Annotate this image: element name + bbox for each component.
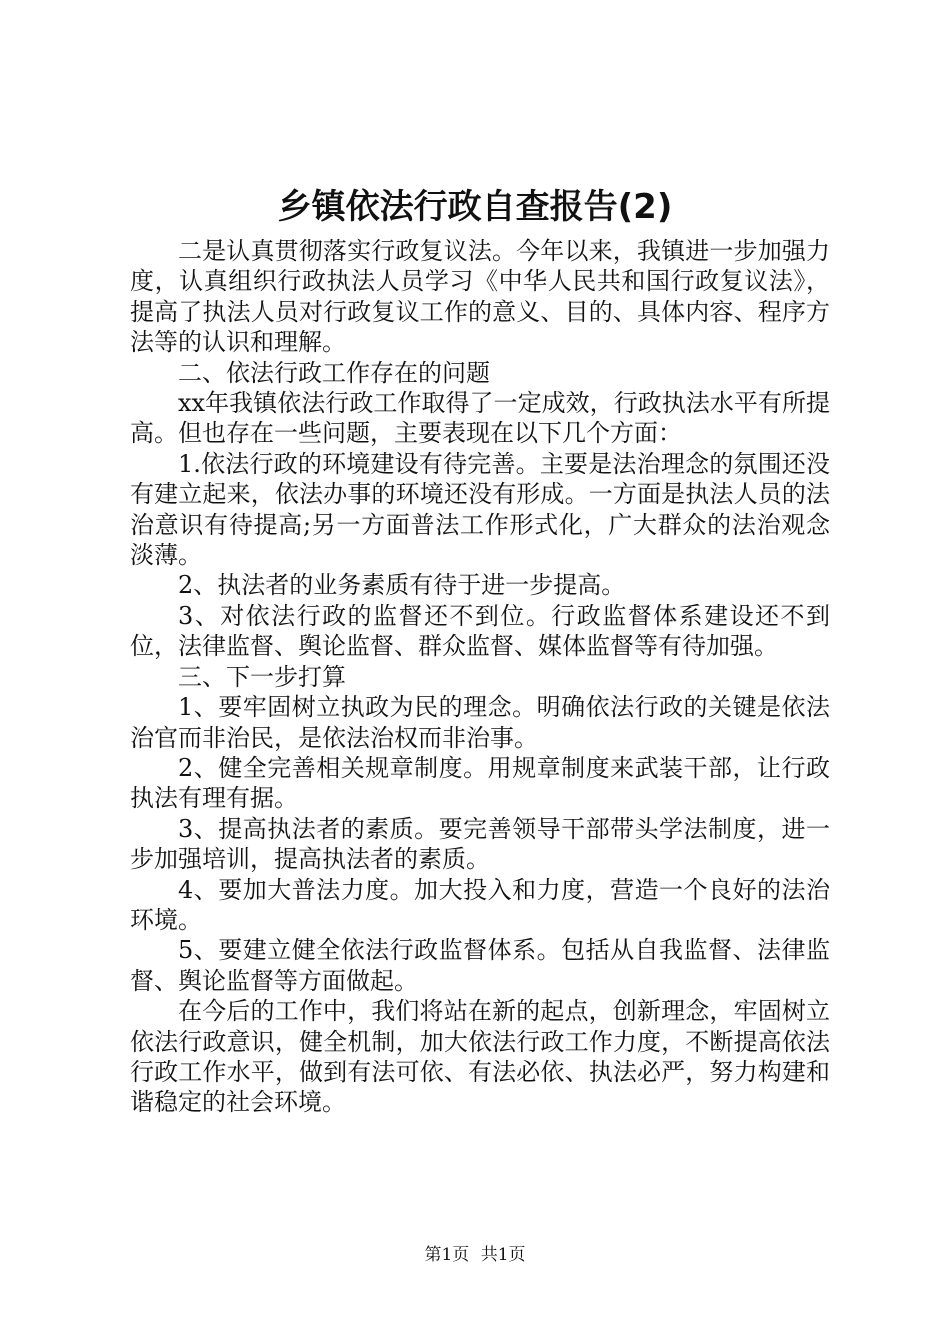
page-total: 共1页 (480, 1245, 526, 1265)
paragraph: 3、提高执法者的素质。要完善领导干部带头学法制度，进一步加强培训，提高执法者的素质。 (130, 814, 830, 874)
paragraph: 2、健全完善相关规章制度。用规章制度来武装干部，让行政执法有理有据。 (130, 753, 830, 813)
page-footer (0, 1244, 950, 1266)
paragraph: 2、执法者的业务素质有待于进一步提高。 (178, 571, 626, 600)
paragraph: 1.依法行政的环境建设有待完善。主要是法治理念的氛围还没有建立起来，依法办事的环境还没有形成。一方面是执法人员的法治意识有待提高;另一方面普法工作形式化，广大群众的法治观念淡薄。 (130, 449, 830, 570)
section-heading: 二、依法行政工作存在的问题 (178, 358, 490, 387)
paragraph: xx年我镇依法行政工作取得了一定成效，行政执法水平有所提高。但也存在一些问题，主要表现在以下几个方面： (130, 389, 830, 448)
document-title: 乡镇依法行政自查报告(2) (277, 187, 673, 227)
document-body (130, 236, 830, 1118)
paragraph: 1、要牢固树立执政为民的理念。明确依法行政的关键是依法治官而非治民，是依法治权而非治事。 (130, 693, 830, 752)
paragraph: 4、要加大普法力度。加大投入和力度，营造一个良好的法治环境。 (130, 875, 830, 934)
paragraph: 5、要建立健全依法行政监督体系。包括从自我监督、法律监督、舆论监督等方面做起。 (130, 936, 830, 995)
section-heading: 三、下一步打算 (178, 662, 346, 691)
page-number: 第1页 (424, 1245, 470, 1265)
paragraph: 3、对依法行政的监督还不到位。行政监督体系建设还不到位，法律监督、舆论监督、群众监督、媒体监督等有待加强。 (130, 601, 830, 661)
paragraph: 二是认真贯彻落实行政复议法。今年以来，我镇进一步加强力度，认真组织行政执法人员学习《中华人民共和国行政复议法》，提高了执法人员对行政复议工作的意义、目的、具体内容、程序方法等的认识和理解。 (130, 237, 830, 357)
paragraph: 在今后的工作中，我们将站在新的起点，创新理念，牢固树立依法行政意识，健全机制，加大依法行政工作力度，不断提高依法行政工作水平，做到有法可依、有法必依、执法必严，努力构建和谐稳定的社会环境。 (130, 997, 830, 1117)
